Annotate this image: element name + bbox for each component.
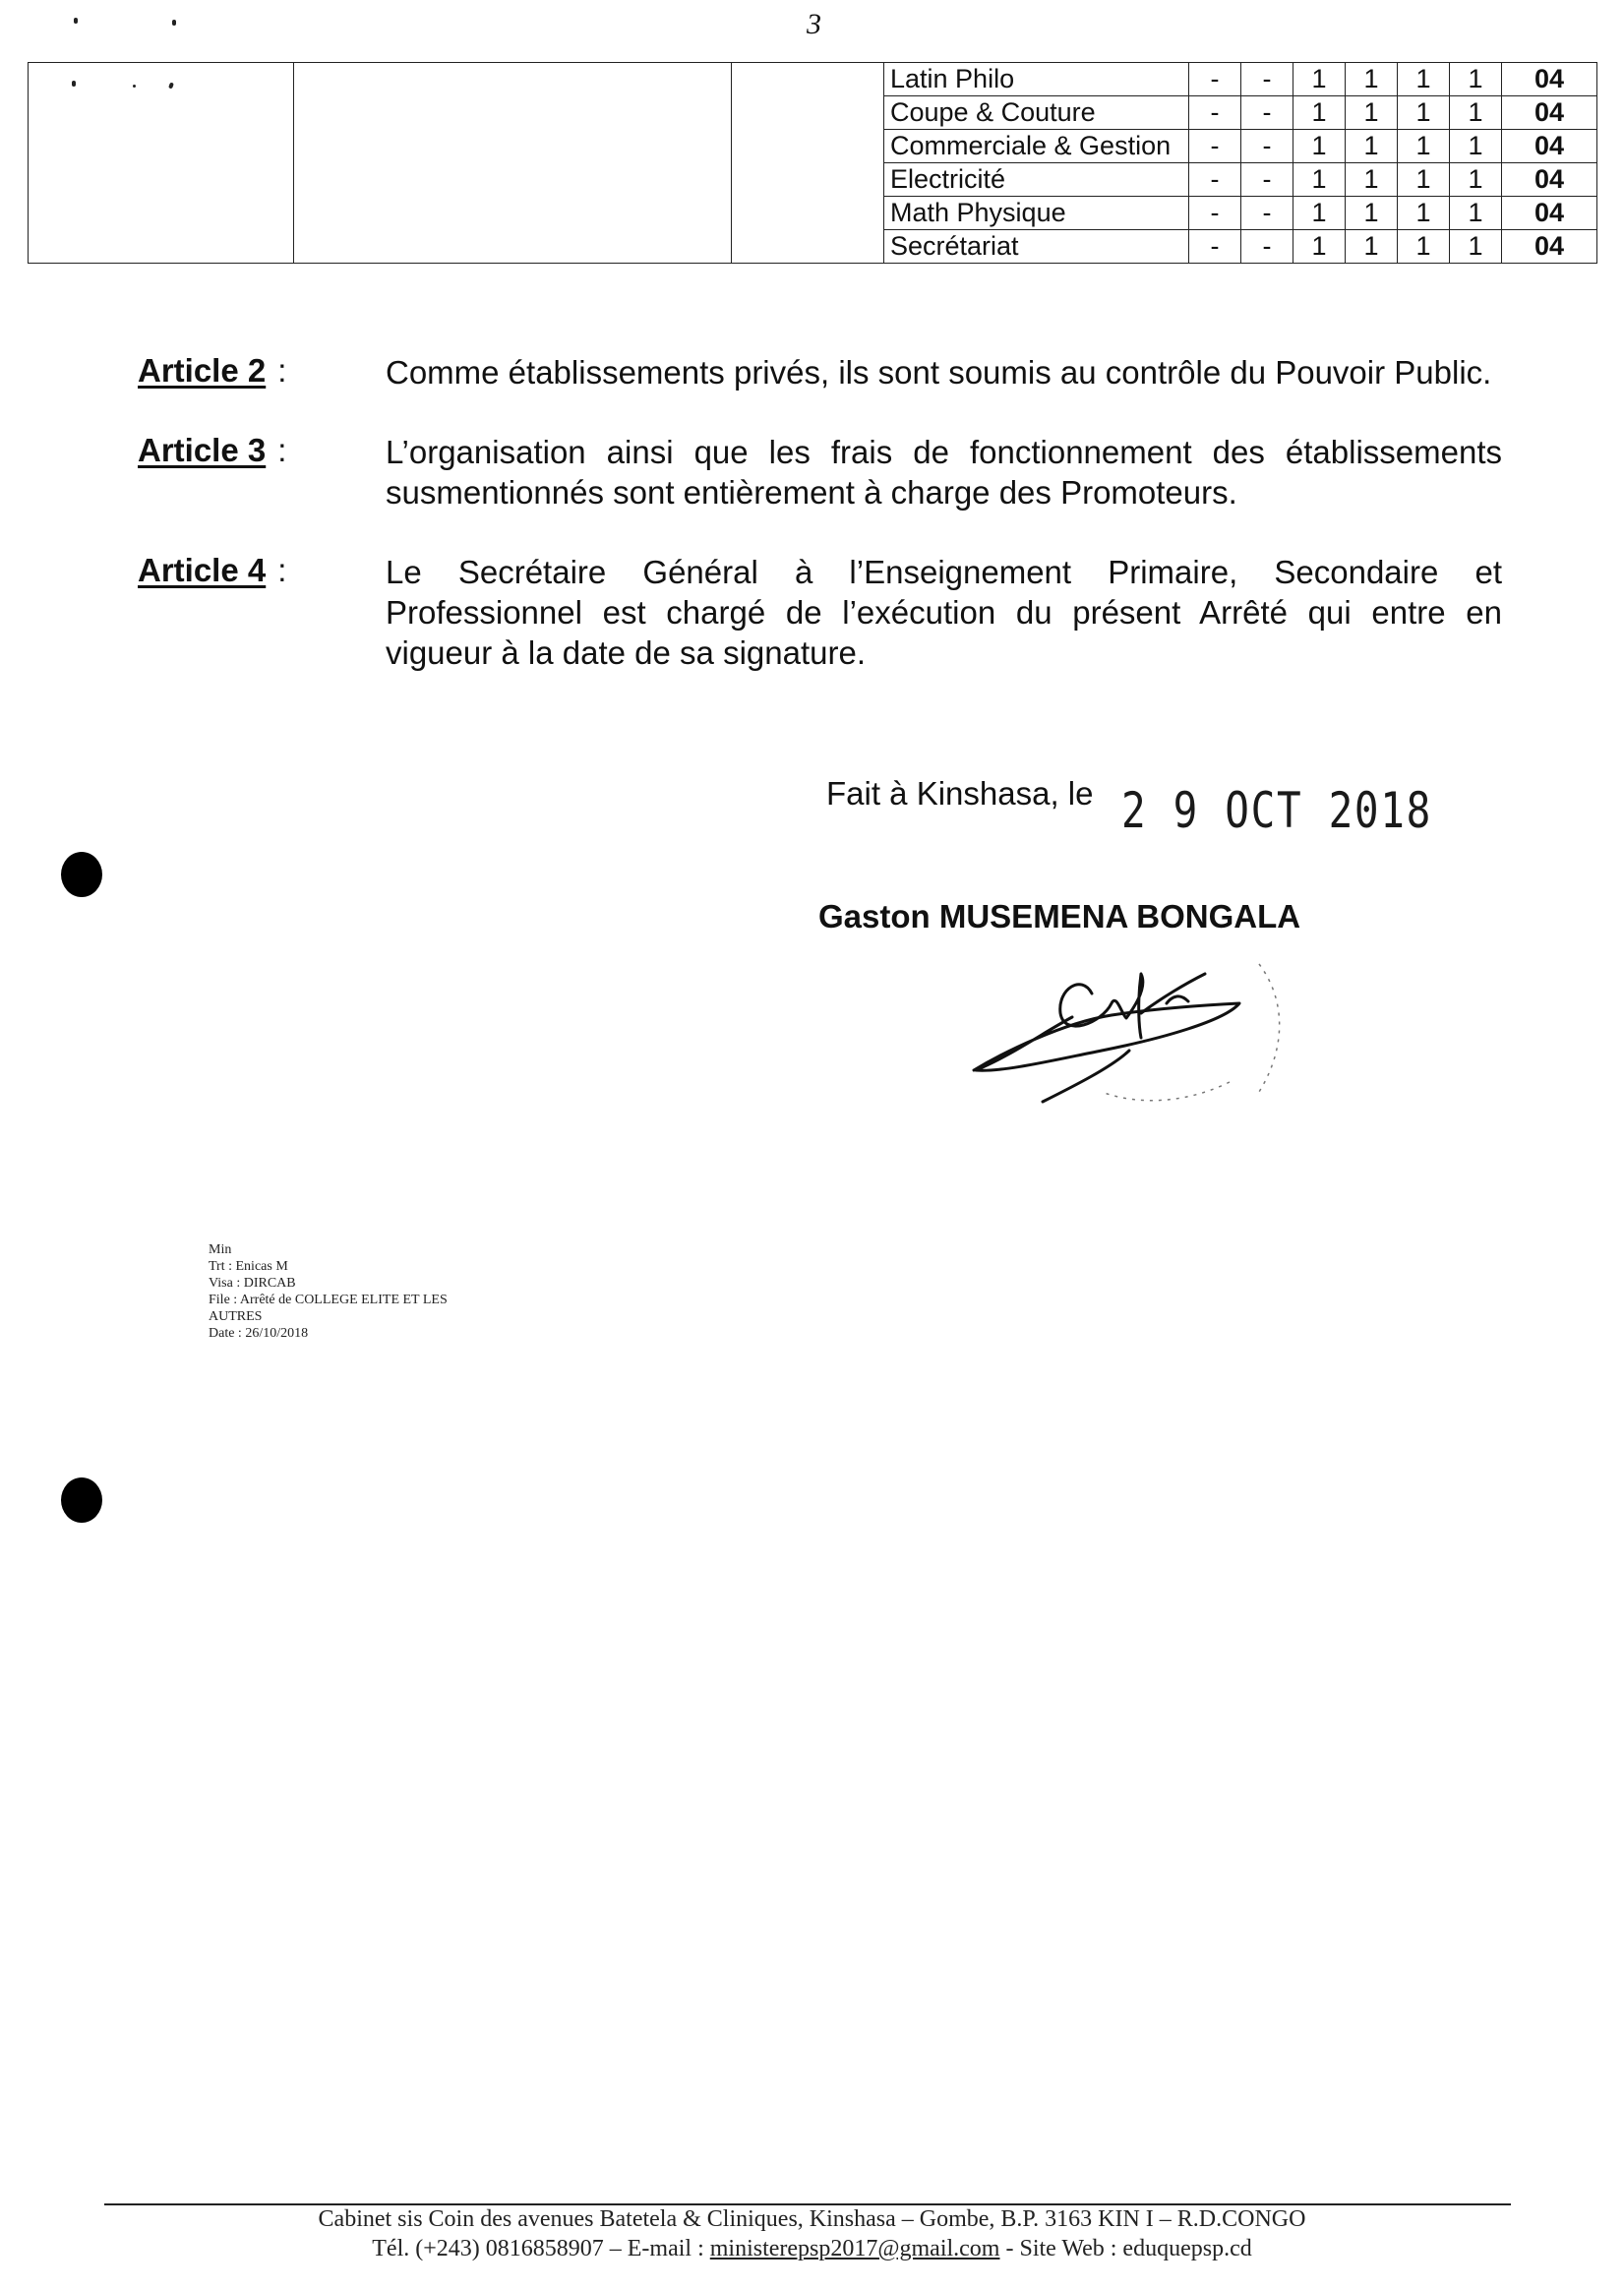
option-name: Commerciale & Gestion	[884, 130, 1189, 163]
table-cell-empty	[732, 63, 884, 264]
table-cell-empty	[29, 63, 294, 264]
article-3-label	[138, 432, 286, 469]
ref-line: Date : 26/10/2018	[209, 1326, 309, 1341]
article-3-text: L’organisation ainsi que les frais de fonctionnement des établissements susmentionnés sont entièrement à charge des Promoteurs.	[386, 434, 1502, 511]
class-total: 04	[1502, 197, 1597, 230]
footer-email-link[interactable]: ministerepsp2017@gmail.com	[709, 2236, 1000, 2261]
ref-line: Min	[209, 1242, 232, 1257]
ref-line: AUTRES	[209, 1309, 263, 1324]
option-name: Latin Philo	[884, 63, 1189, 96]
class-total: 04	[1502, 130, 1597, 163]
article-number: Article 2	[138, 352, 267, 389]
class-total: 04	[1502, 230, 1597, 264]
class-count: 1	[1346, 230, 1398, 264]
class-total: 04	[1502, 63, 1597, 96]
class-count: 1	[1293, 230, 1346, 264]
ref-line: File : Arrêté de COLLEGE ELITE ET LES	[209, 1293, 448, 1307]
page-number: 3	[807, 8, 821, 40]
class-count: 1	[1293, 130, 1346, 163]
scan-speck	[172, 20, 176, 26]
class-count: 1	[1346, 130, 1398, 163]
option-name: Secrétariat	[884, 230, 1189, 264]
option-name: Electricité	[884, 163, 1189, 197]
article-2-text: Comme établissements privés, ils sont soumis au contrôle du Pouvoir Public.	[386, 354, 1492, 391]
article-number: Article 3	[138, 432, 267, 468]
handwritten-signature	[944, 944, 1298, 1121]
article-colon: :	[277, 432, 287, 468]
class-count: 1	[1293, 163, 1346, 197]
class-total: 04	[1502, 163, 1597, 197]
class-count: -	[1189, 197, 1241, 230]
footer-address: Cabinet sis Coin des avenues Batetela & Cliniques, Kinshasa – Gombe, B.P. 3163 KIN I – R.D.CONGO	[318, 2206, 1306, 2232]
option-name: Math Physique	[884, 197, 1189, 230]
class-count: 1	[1346, 96, 1398, 130]
ref-line: Visa : DIRCAB	[209, 1276, 296, 1291]
footer-website: - Site Web : eduquepsp.cd	[999, 2236, 1252, 2261]
ref-line: Trt : Enicas M	[209, 1259, 288, 1274]
option-name: Coupe & Couture	[884, 96, 1189, 130]
reference-block	[209, 1241, 448, 1342]
class-count: -	[1189, 130, 1241, 163]
class-count: 1	[1398, 197, 1450, 230]
class-count: 1	[1450, 96, 1502, 130]
footer-divider	[104, 2203, 1511, 2205]
class-count: -	[1241, 163, 1293, 197]
date-stamp: 2 9 OCT 2018	[1121, 782, 1432, 839]
article-2-label	[138, 352, 286, 390]
class-count: -	[1189, 230, 1241, 264]
footer-phone: Tél. (+243) 0816858907 – E-mail :	[372, 2236, 710, 2261]
options-table	[28, 62, 1597, 264]
class-count: 1	[1293, 197, 1346, 230]
class-count: 1	[1398, 230, 1450, 264]
footer-contact	[0, 2236, 1624, 2262]
class-count: -	[1189, 96, 1241, 130]
class-total: 04	[1502, 96, 1597, 130]
table-row	[29, 63, 1597, 96]
class-count: 1	[1450, 63, 1502, 96]
article-4-text: Le Secrétaire Général à l’Enseignement Primaire, Secondaire et Professionnel est chargé de l’exécution du présent Arrêté qui entre en vigueur à la date de sa signature.	[386, 554, 1502, 671]
class-count: -	[1189, 63, 1241, 96]
class-count: -	[1241, 230, 1293, 264]
class-count: 1	[1293, 96, 1346, 130]
class-count: -	[1241, 130, 1293, 163]
punch-hole	[61, 1477, 102, 1523]
scan-speck	[74, 18, 78, 24]
class-count: 1	[1398, 130, 1450, 163]
article-colon: :	[277, 352, 287, 389]
class-count: -	[1241, 197, 1293, 230]
class-count: -	[1241, 96, 1293, 130]
class-count: 1	[1450, 130, 1502, 163]
class-count: 1	[1346, 163, 1398, 197]
signatory-name: Gaston MUSEMENA BONGALA	[818, 898, 1301, 934]
class-count: 1	[1398, 163, 1450, 197]
class-count: 1	[1346, 63, 1398, 96]
class-count: 1	[1450, 197, 1502, 230]
class-count: -	[1241, 63, 1293, 96]
class-count: 1	[1450, 230, 1502, 264]
article-number: Article 4	[138, 552, 267, 588]
class-count: 1	[1398, 96, 1450, 130]
class-count: 1	[1346, 197, 1398, 230]
article-colon: :	[277, 552, 287, 588]
place-and-date-label: Fait à Kinshasa, le	[826, 775, 1094, 812]
class-count: -	[1189, 163, 1241, 197]
table-cell-empty	[294, 63, 732, 264]
article-4-label	[138, 552, 286, 589]
class-count: 1	[1398, 63, 1450, 96]
punch-hole	[61, 852, 102, 897]
class-count: 1	[1450, 163, 1502, 197]
class-count: 1	[1293, 63, 1346, 96]
